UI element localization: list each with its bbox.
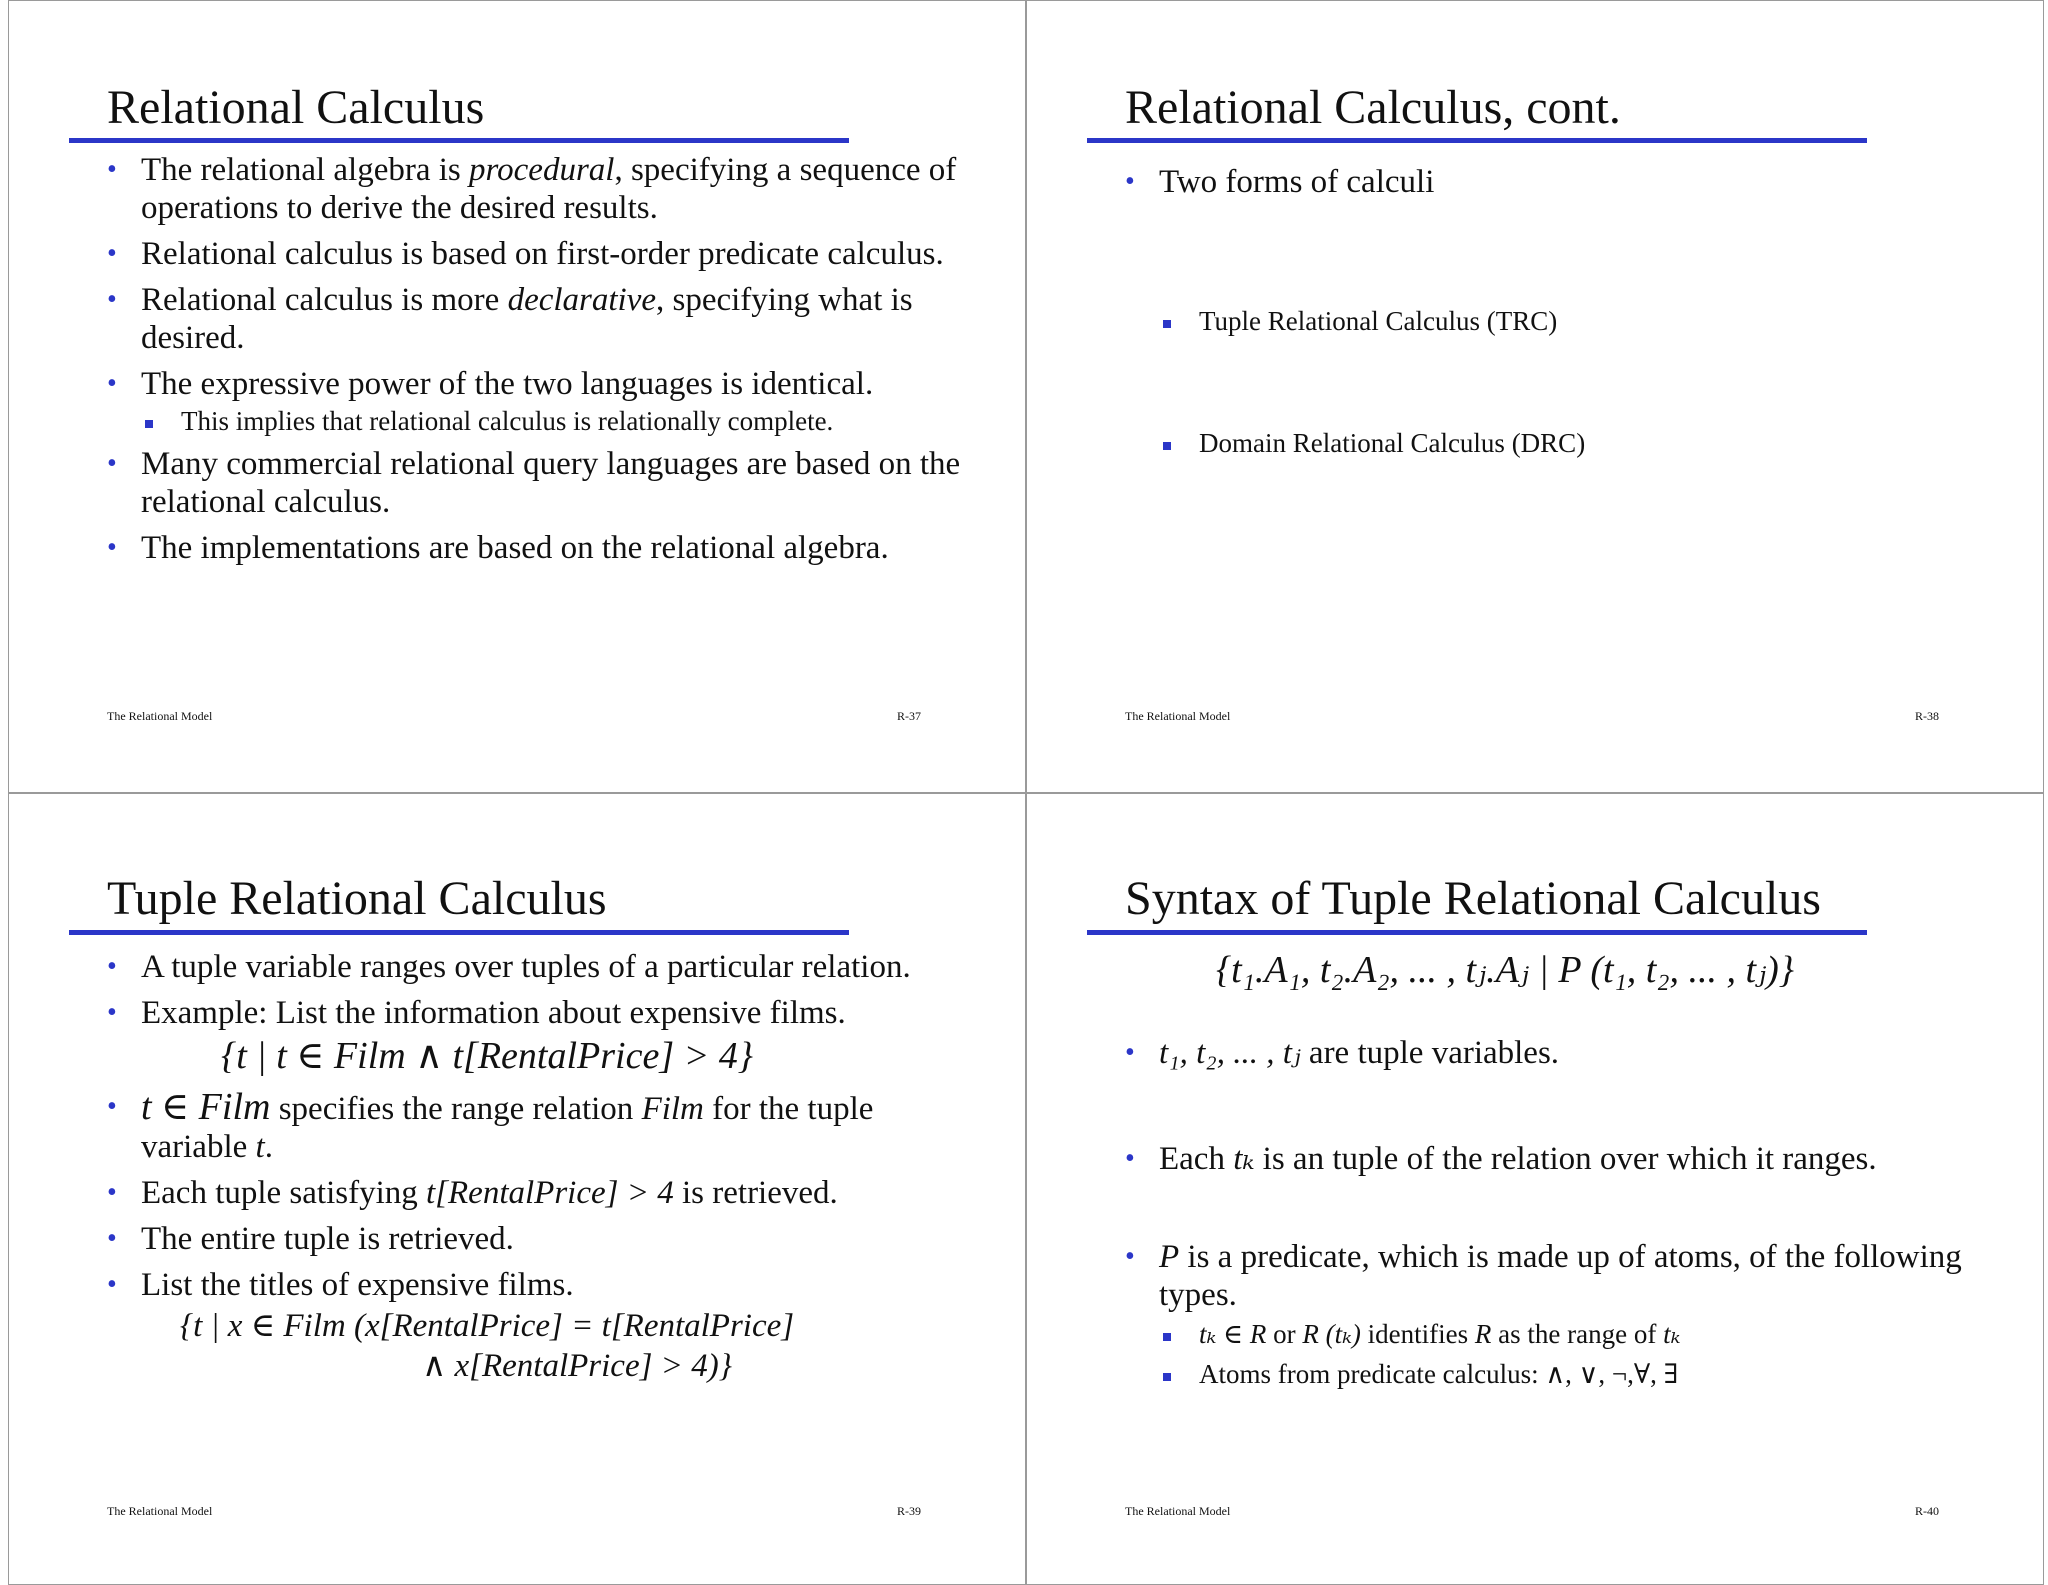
- bullet-dot-icon: •: [107, 1269, 117, 1300]
- bullet-dot-icon: •: [107, 154, 117, 185]
- bullet-dot-icon: •: [107, 1091, 117, 1122]
- slide-title: Tuple Relational Calculus: [107, 872, 607, 925]
- title-underline: [69, 930, 849, 935]
- bullet-dot-icon: •: [107, 997, 117, 1028]
- bullet-dot-icon: •: [107, 1177, 117, 1208]
- title-underline: [69, 138, 849, 143]
- formula-film-titles-line1: {t | x ∈ Film (x[RentalPrice] = t[RentalPrice]: [179, 1308, 795, 1344]
- square-bullet-icon: [1163, 1333, 1171, 1341]
- bullet-dot-icon: •: [1125, 1241, 1135, 1272]
- slide-body: [107, 948, 987, 1386]
- bullet-item: • A tuple variable ranges over tuples of a particular relation.: [107, 949, 911, 985]
- formula-expensive-films: {t | t ∈ Film ∧ t[RentalPrice] > 4}: [221, 1035, 753, 1077]
- bullet-item: • Each tuple satisfying t[RentalPrice] > 4 is retrieved.: [107, 1175, 838, 1211]
- sub-bullet-item: Domain Relational Calculus (DRC): [1159, 427, 2005, 459]
- bullet-item: • List the titles of expensive films.: [107, 1267, 574, 1303]
- sub-bullet-item: tₖ ∈ R or R (tₖ) identifies R as the range of tₖ: [1159, 1318, 2005, 1350]
- bullet-item: • The entire tuple is retrieved.: [107, 1221, 514, 1257]
- slide-relational-calculus-cont: [1026, 0, 2044, 793]
- slide-title: Syntax of Tuple Relational Calculus: [1125, 872, 1821, 925]
- bullet-item: • Many commercial relational query languages are based on the relational calculus.: [107, 446, 961, 520]
- footer-label: The Relational Model: [1125, 709, 1231, 723]
- bullet-item: • Relational calculus is based on first-order predicate calculus.: [107, 236, 944, 272]
- title-underline: [1087, 930, 1867, 935]
- bullet-item: • The relational algebra is procedural, specifying a sequence of operations to derive the desired results.: [107, 152, 957, 226]
- square-bullet-icon: [1163, 1373, 1171, 1381]
- footer-label: The Relational Model: [107, 709, 213, 723]
- page-number: R-37: [897, 709, 921, 723]
- bullet-item: • Example: List the information about expensive films.: [107, 995, 846, 1031]
- slide-body: [1125, 946, 2005, 1398]
- bullet-item: • The implementations are based on the relational algebra.: [107, 530, 889, 566]
- page-number: R-38: [1915, 709, 1939, 723]
- bullet-item: • t₁, t₂, ... , tⱼ are tuple variables.: [1125, 1035, 1560, 1071]
- bullet-dot-icon: •: [1125, 1037, 1135, 1068]
- sub-bullet-item: Tuple Relational Calculus (TRC): [1159, 305, 2005, 337]
- bullet-item: • Each tₖ is an tuple of the relation over which it ranges.: [1125, 1141, 1877, 1177]
- slide-title: Relational Calculus: [107, 81, 485, 134]
- slide-body: [1125, 163, 2005, 467]
- footer-label: The Relational Model: [1125, 1504, 1231, 1518]
- square-bullet-icon: [145, 420, 153, 428]
- page-number: R-39: [897, 1504, 921, 1518]
- bullet-item: • P is a predicate, which is made up of atoms, of the following types.: [1125, 1239, 1962, 1313]
- bullet-dot-icon: •: [107, 532, 117, 563]
- slide-tuple-relational-calculus: [8, 793, 1026, 1585]
- bullet-item: • Relational calculus is more declarative, specifying what is desired.: [107, 282, 913, 356]
- bullet-dot-icon: •: [107, 951, 117, 982]
- bullet-dot-icon: •: [107, 238, 117, 269]
- bullet-dot-icon: •: [107, 284, 117, 315]
- slide-title: Relational Calculus, cont.: [1125, 81, 1621, 134]
- square-bullet-icon: [1163, 320, 1171, 328]
- slide-body: [107, 151, 987, 575]
- slide-relational-calculus: [8, 0, 1026, 793]
- formula-trc-syntax: {t₁.A₁, t₂.A₂, ... , tⱼ.Aⱼ | P (t₁, t₂, ... , tⱼ)}: [1215, 949, 1795, 991]
- bullet-dot-icon: •: [107, 1223, 117, 1254]
- sub-bullet-item: Atoms from predicate calculus: ∧, ∨, ¬,∀, ∃: [1159, 1358, 2005, 1390]
- bullet-item: • Two forms of calculi: [1125, 164, 1435, 200]
- footer-label: The Relational Model: [107, 1504, 213, 1518]
- bullet-item: • The expressive power of the two languages is identical.: [107, 366, 874, 402]
- slide-syntax-of-trc: [1026, 793, 2044, 1585]
- bullet-dot-icon: •: [1125, 1143, 1135, 1174]
- square-bullet-icon: [1163, 442, 1171, 450]
- bullet-dot-icon: •: [107, 368, 117, 399]
- title-underline: [1087, 138, 1867, 143]
- page-number: R-40: [1915, 1504, 1939, 1518]
- sub-bullet-item: This implies that relational calculus is relationally complete.: [141, 405, 987, 437]
- formula-film-titles-line2: ∧ x[RentalPrice] > 4)}: [422, 1348, 732, 1384]
- bullet-dot-icon: •: [107, 448, 117, 479]
- bullet-dot-icon: •: [1125, 166, 1135, 197]
- bullet-item: • t ∈ Film specifies the range relation Film for the tuple variable t.: [107, 1086, 874, 1165]
